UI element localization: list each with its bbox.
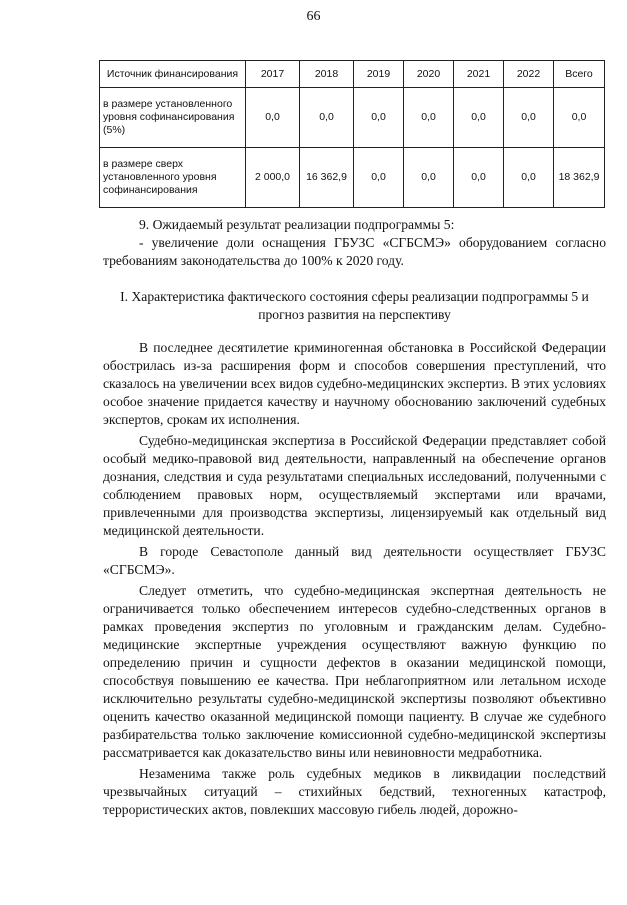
expected-result-block <box>103 216 606 270</box>
table-cell: 0,0 <box>354 88 404 148</box>
table-cell: 0,0 <box>246 88 300 148</box>
table-cell: 0,0 <box>300 88 354 148</box>
paragraph: Незаменима также роль судебных медиков в ликвидации последствий чрезвычайных ситуаций – стихийных бедствий, техногенных катастроф, террористических актов, повлекших массовую гибель людей, дорожно- <box>103 766 606 817</box>
table-cell: 2 000,0 <box>246 148 300 208</box>
table-cell: 0,0 <box>504 148 554 208</box>
table-header-cell: 2019 <box>354 61 404 88</box>
paragraph: В последнее десятилетие криминогенная обстановка в Российской Федерации обострилась из-за расширения форм и способов совершения преступлений, что сказалось на увеличении всех видов судебно-медицинских экспертиз. В этих условиях особое значение придается качеству и научному обоснованию заключений судебных экспертов, срокам их исполнения. <box>103 340 606 427</box>
table-cell: 18 362,9 <box>554 148 605 208</box>
table-cell: 0,0 <box>454 148 504 208</box>
table-cell: 0,0 <box>504 88 554 148</box>
table-row <box>100 148 605 208</box>
table-row <box>100 88 605 148</box>
paragraph: В городе Севастополе данный вид деятельности осуществляет ГБУЗС «СГБСМЭ». <box>103 544 606 577</box>
table-source-cell: в размере установленного уровня софинансирования (5%) <box>100 88 246 148</box>
table-cell: 0,0 <box>404 88 454 148</box>
table-source-cell: в размере сверх установленного уровня софинансирования <box>100 148 246 208</box>
table-cell: 0,0 <box>554 88 605 148</box>
table-header-cell: 2022 <box>504 61 554 88</box>
table-cell: 0,0 <box>454 88 504 148</box>
expected-result-item: - увеличение доли оснащения ГБУЗС «СГБСМЭ» оборудованием согласно требованиям законодательства до 100% к 2020 году. <box>103 235 606 268</box>
table-header-cell: 2020 <box>404 61 454 88</box>
section-title: I. Характеристика фактического состояния сферы реализации подпрограммы 5 и прогноз развития на перспективу <box>120 289 589 322</box>
page-number: 66 <box>306 9 321 24</box>
table-header-row <box>100 61 605 88</box>
table-header-cell: Источник финансирования <box>100 61 246 88</box>
expected-result-heading: 9. Ожидаемый результат реализации подпрограммы 5: <box>139 217 455 232</box>
table-cell: 0,0 <box>354 148 404 208</box>
table-cell: 16 362,9 <box>300 148 354 208</box>
table-cell: 0,0 <box>404 148 454 208</box>
table-header-cell: 2021 <box>454 61 504 88</box>
table-header-cell: 2018 <box>300 61 354 88</box>
table-header-cell: Всего <box>554 61 605 88</box>
table-header-cell: 2017 <box>246 61 300 88</box>
financing-table <box>99 60 605 208</box>
body-text <box>103 339 606 822</box>
paragraph: Судебно-медицинская экспертиза в Российской Федерации представляет собой особый медико-правовой вид деятельности, направленный на обеспечение органов дознания, следствия и суда результатами специальных исследований, полученными с соблюдением правовых норм, осуществляемый экспертами или врачами, привлеченными для производства экспертизы, лицензируемый как отдельный вид медицинской деятельности. <box>103 433 606 538</box>
paragraph: Следует отметить, что судебно-медицинская экспертная деятельность не ограничивается только обеспечением интересов судебно-следственных органов в рамках проведения экспертиз по уголовным и гражданским делам. Судебно-медицинские экспертные учреждения осуществляют важную функцию по определению причин и сущности дефектов в оказании медицинской помощи, способствуя повышению ее качества. При неблагоприятном или летальном исходе исключительно результаты судебно-медицинской экспертизы позволяют объективно оценить качество оказанной медицинской помощи пациенту. В случае же судебного разбирательства только заключение комиссионной судебно-медицинской экспертизы рассматривается как доказательство вины или невиновности медработника. <box>103 583 606 760</box>
